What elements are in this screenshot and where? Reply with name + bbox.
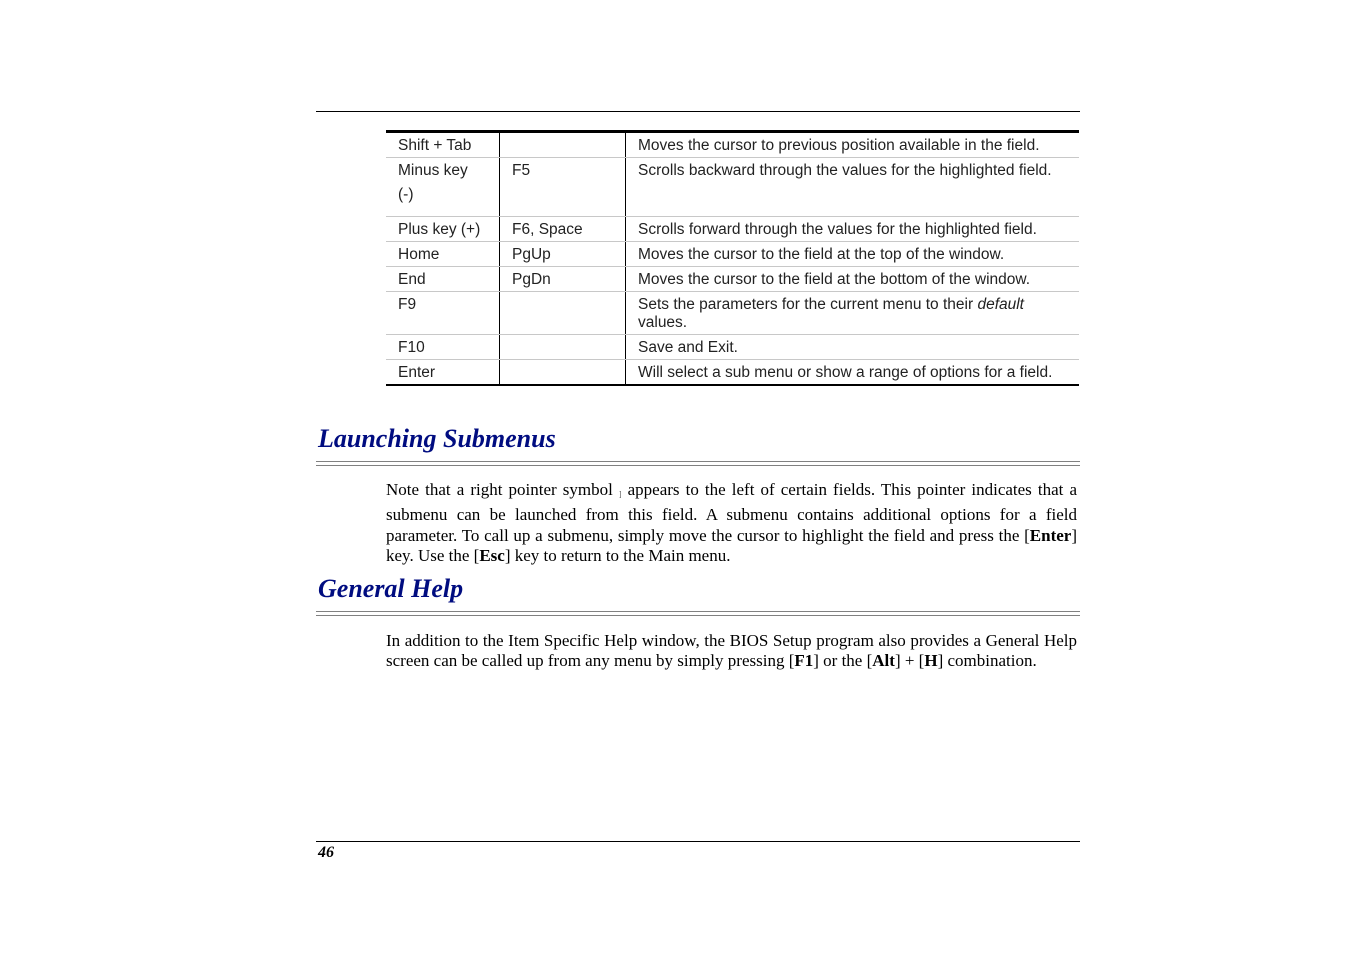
page-number: 46 — [318, 844, 334, 861]
alt-key-cell: F6, Space — [500, 217, 626, 242]
text: In addition to the Item Specific Help window, the BIOS Setup program also provides a General Help screen can be called up from any menu by simply pressing [ — [386, 631, 1077, 671]
section-heading-launching-submenus: Launching Submenus — [318, 424, 556, 453]
key-name: Alt — [872, 651, 895, 671]
text: ] combination. — [937, 651, 1037, 671]
alt-key-cell: PgDn — [500, 267, 626, 292]
alt-key-cell — [500, 132, 626, 158]
description-cell: Moves the cursor to previous position available in the field. — [626, 132, 1080, 158]
section-rule — [316, 461, 1080, 466]
key-cell: Plus key (+) — [386, 217, 500, 242]
key-cell: Home — [386, 242, 500, 267]
key-name: Enter — [1029, 525, 1072, 545]
key-cell: Shift + Tab — [386, 132, 500, 158]
footer-rule — [316, 841, 1080, 842]
general-help-paragraph — [386, 631, 1077, 672]
key-name: F1 — [794, 651, 814, 671]
description-cell: Moves the cursor to the field at the bottom of the window. — [626, 267, 1080, 292]
alt-key-cell: PgUp — [500, 242, 626, 267]
description-cell — [626, 292, 1080, 335]
section-rule — [316, 611, 1080, 616]
launching-submenus-paragraph — [386, 480, 1077, 566]
text: ] key to return to the Main menu. — [504, 545, 731, 565]
key-text: Minus key — [398, 162, 468, 179]
description-cell: Moves the cursor to the field at the top of the window. — [626, 242, 1080, 267]
table-row — [386, 217, 1079, 242]
table-row — [386, 158, 1079, 217]
alt-key-cell: F5 — [500, 158, 626, 217]
key-cell — [386, 158, 500, 217]
key-symbol: (-) — [398, 186, 414, 203]
header-rule — [316, 111, 1080, 112]
alt-key-cell — [500, 292, 626, 335]
key-table — [386, 130, 1079, 386]
key-cell: F9 — [386, 292, 500, 335]
description-cell: Scrolls backward through the values for the highlighted field. — [626, 158, 1080, 217]
key-cell: Enter — [386, 360, 500, 386]
text: ] + [ — [894, 651, 925, 671]
description-cell: Save and Exit. — [626, 335, 1080, 360]
text: appears to the left of certain fields. This pointer indicates that a submenu can be launched from this field. A submenu contains additional options for a field parameter. To call up a submenu, simply move the cursor to highlight the field and press the [ — [386, 480, 1077, 545]
alt-key-cell — [500, 360, 626, 386]
table-row — [386, 242, 1079, 267]
text: ] key. Use the [ — [386, 525, 1077, 565]
text: Note that a right pointer symbol — [386, 480, 619, 499]
description-cell: Scrolls forward through the values for the highlighted field. — [626, 217, 1080, 242]
desc-text: values. — [638, 314, 688, 331]
section-heading-general-help: General Help — [318, 574, 464, 603]
table-row — [386, 335, 1079, 360]
text: ] or the [ — [813, 651, 873, 671]
key-cell: End — [386, 267, 500, 292]
desc-text: Sets the parameters for the current menu to their — [638, 296, 978, 313]
description-cell: Will select a sub menu or show a range of options for a field. — [638, 364, 1053, 381]
table-row — [386, 292, 1079, 335]
right-pointer-icon: ] — [618, 490, 622, 499]
key-name: H — [924, 651, 938, 671]
table-row — [386, 267, 1079, 292]
desc-emphasis: default — [977, 296, 1024, 313]
key-name: Esc — [479, 545, 505, 565]
table-row — [386, 132, 1079, 158]
key-cell: F10 — [386, 335, 500, 360]
table-row — [386, 360, 1079, 386]
alt-key-cell — [500, 335, 626, 360]
